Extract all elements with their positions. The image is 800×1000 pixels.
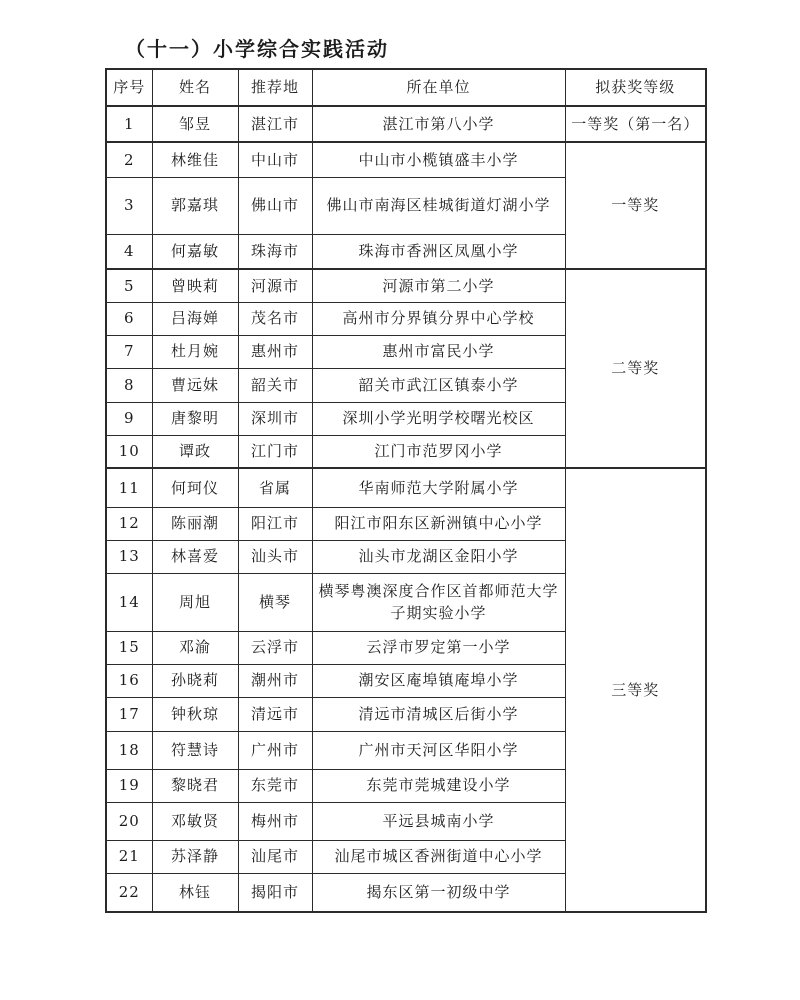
header-award: 拟获奖等级 <box>565 69 706 106</box>
cell-index: 9 <box>106 402 152 435</box>
cell-city: 阳江市 <box>238 507 312 540</box>
cell-name: 邓渝 <box>152 631 238 664</box>
cell-name: 林维佳 <box>152 142 238 177</box>
cell-city: 佛山市 <box>238 177 312 234</box>
cell-index: 20 <box>106 802 152 840</box>
award-table <box>105 68 707 913</box>
cell-city: 茂名市 <box>238 302 312 335</box>
cell-name: 林喜爱 <box>152 540 238 573</box>
cell-name: 林钰 <box>152 873 238 912</box>
cell-unit: 云浮市罗定第一小学 <box>312 631 565 664</box>
cell-unit: 广州市天河区华阳小学 <box>312 731 565 769</box>
cell-unit: 江门市范罗冈小学 <box>312 435 565 468</box>
cell-name: 唐黎明 <box>152 402 238 435</box>
cell-unit: 湛江市第八小学 <box>312 106 565 142</box>
cell-city: 广州市 <box>238 731 312 769</box>
cell-index: 12 <box>106 507 152 540</box>
cell-city: 韶关市 <box>238 368 312 402</box>
cell-unit: 韶关市武江区镇泰小学 <box>312 368 565 402</box>
cell-city: 湛江市 <box>238 106 312 142</box>
cell-award: 二等奖 <box>565 269 706 468</box>
cell-name: 谭政 <box>152 435 238 468</box>
cell-index: 11 <box>106 468 152 507</box>
cell-city: 深圳市 <box>238 402 312 435</box>
cell-unit: 横琴粤澳深度合作区首都师范大学子期实验小学 <box>312 573 565 631</box>
cell-unit: 平远县城南小学 <box>312 802 565 840</box>
cell-unit: 河源市第二小学 <box>312 269 565 302</box>
cell-index: 4 <box>106 234 152 269</box>
cell-index: 15 <box>106 631 152 664</box>
cell-index: 18 <box>106 731 152 769</box>
cell-award: 一等奖 <box>565 142 706 269</box>
cell-name: 吕海婵 <box>152 302 238 335</box>
cell-unit: 华南师范大学附属小学 <box>312 468 565 507</box>
cell-name: 陈丽潮 <box>152 507 238 540</box>
cell-index: 2 <box>106 142 152 177</box>
cell-index: 6 <box>106 302 152 335</box>
cell-name: 曹远妹 <box>152 368 238 402</box>
cell-name: 钟秋琼 <box>152 697 238 731</box>
cell-index: 14 <box>106 573 152 631</box>
cell-name: 曾映莉 <box>152 269 238 302</box>
cell-city: 横琴 <box>238 573 312 631</box>
cell-city: 云浮市 <box>238 631 312 664</box>
cell-unit: 高州市分界镇分界中心学校 <box>312 302 565 335</box>
cell-unit: 深圳小学光明学校曙光校区 <box>312 402 565 435</box>
header-unit: 所在单位 <box>312 69 565 106</box>
cell-name: 何嘉敏 <box>152 234 238 269</box>
cell-city: 中山市 <box>238 142 312 177</box>
cell-city: 潮州市 <box>238 664 312 697</box>
cell-city: 江门市 <box>238 435 312 468</box>
cell-name: 苏泽静 <box>152 840 238 873</box>
cell-city: 惠州市 <box>238 335 312 368</box>
cell-unit: 阳江市阳东区新洲镇中心小学 <box>312 507 565 540</box>
cell-city: 省属 <box>238 468 312 507</box>
cell-city: 清远市 <box>238 697 312 731</box>
table-row <box>106 468 706 507</box>
cell-name: 何珂仪 <box>152 468 238 507</box>
cell-name: 杜月婉 <box>152 335 238 368</box>
table-row <box>106 142 706 177</box>
cell-index: 1 <box>106 106 152 142</box>
cell-unit: 中山市小榄镇盛丰小学 <box>312 142 565 177</box>
cell-index: 7 <box>106 335 152 368</box>
header-name: 姓名 <box>152 69 238 106</box>
cell-city: 东莞市 <box>238 769 312 802</box>
cell-index: 10 <box>106 435 152 468</box>
cell-city: 梅州市 <box>238 802 312 840</box>
cell-index: 3 <box>106 177 152 234</box>
cell-index: 19 <box>106 769 152 802</box>
cell-name: 邓敏贤 <box>152 802 238 840</box>
cell-index: 5 <box>106 269 152 302</box>
cell-index: 21 <box>106 840 152 873</box>
cell-name: 符慧诗 <box>152 731 238 769</box>
header-city: 推荐地 <box>238 69 312 106</box>
cell-city: 汕头市 <box>238 540 312 573</box>
table-row <box>106 269 706 302</box>
cell-unit: 揭东区第一初级中学 <box>312 873 565 912</box>
cell-unit: 珠海市香洲区凤凰小学 <box>312 234 565 269</box>
cell-name: 周旭 <box>152 573 238 631</box>
cell-award: 三等奖 <box>565 468 706 912</box>
cell-index: 8 <box>106 368 152 402</box>
header-index: 序号 <box>106 69 152 106</box>
cell-name: 孙晓莉 <box>152 664 238 697</box>
cell-index: 16 <box>106 664 152 697</box>
cell-name: 郭嘉琪 <box>152 177 238 234</box>
cell-unit: 佛山市南海区桂城街道灯湖小学 <box>312 177 565 234</box>
cell-index: 17 <box>106 697 152 731</box>
cell-unit: 潮安区庵埠镇庵埠小学 <box>312 664 565 697</box>
cell-city: 珠海市 <box>238 234 312 269</box>
page-title: （十一）小学综合实践活动 <box>125 37 389 61</box>
cell-unit: 汕尾市城区香洲街道中心小学 <box>312 840 565 873</box>
cell-city: 汕尾市 <box>238 840 312 873</box>
cell-city: 河源市 <box>238 269 312 302</box>
table-row <box>106 106 706 142</box>
header-row <box>106 69 706 106</box>
cell-unit: 东莞市莞城建设小学 <box>312 769 565 802</box>
cell-unit: 惠州市富民小学 <box>312 335 565 368</box>
cell-unit: 汕头市龙湖区金阳小学 <box>312 540 565 573</box>
cell-name: 邹昱 <box>152 106 238 142</box>
cell-index: 22 <box>106 873 152 912</box>
cell-city: 揭阳市 <box>238 873 312 912</box>
cell-unit: 清远市清城区后街小学 <box>312 697 565 731</box>
cell-name: 黎晓君 <box>152 769 238 802</box>
cell-award: 一等奖（第一名） <box>565 106 706 142</box>
cell-index: 13 <box>106 540 152 573</box>
